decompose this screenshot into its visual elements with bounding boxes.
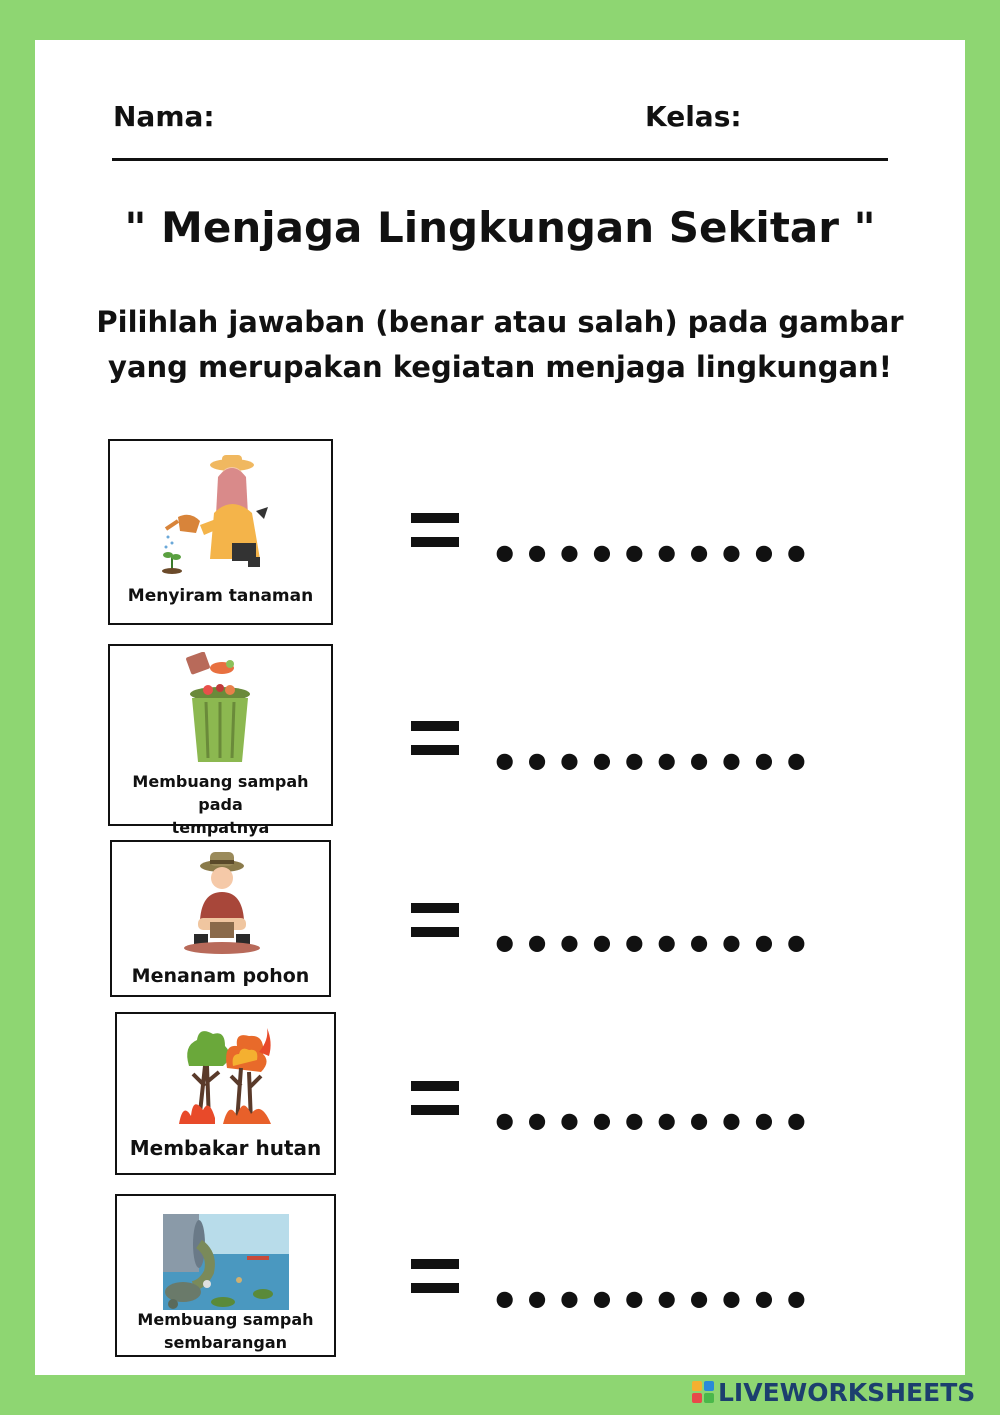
item-caption: Membakar hutan — [129, 1136, 322, 1160]
trash-bin-icon — [180, 652, 260, 766]
liveworksheets-logo — [692, 1376, 975, 1408]
item-caption-line-2: sembarangan — [163, 1333, 287, 1352]
answer-blank[interactable]: •••••••••• — [490, 736, 815, 790]
item-card-pollution — [115, 1194, 336, 1357]
equals-sign — [411, 1259, 459, 1293]
instruction-line-2: yang merupakan kegiatan menjaga lingkungan! — [108, 350, 892, 384]
name-label: Nama: — [113, 100, 215, 133]
equals-sign — [411, 513, 459, 547]
answer-blank[interactable]: •••••••••• — [490, 1096, 815, 1150]
page-title: " Menjaga Lingkungan Sekitar " — [124, 203, 876, 252]
item-card-forest-fire — [115, 1012, 336, 1175]
equals-sign — [411, 721, 459, 755]
liveworksheets-logo-icon — [692, 1381, 714, 1403]
class-label: Kelas: — [645, 100, 742, 133]
item-caption-line-2: tempatnya — [171, 818, 270, 837]
equals-sign — [411, 1081, 459, 1115]
instruction-line-1: Pilihlah jawaban (benar atau salah) pada gambar — [96, 305, 904, 339]
answer-blank[interactable]: •••••••••• — [490, 918, 815, 972]
item-caption-line-1: Membuang sampah pada — [132, 772, 309, 814]
answer-blank[interactable]: •••••••••• — [490, 1274, 815, 1328]
brand-text: LIVEWORKSHEETS — [718, 1377, 976, 1407]
forest-fire-icon — [179, 1026, 273, 1124]
item-card-trash — [108, 644, 333, 837]
item-card-watering — [108, 439, 333, 625]
watering-plant-icon — [160, 455, 280, 579]
polluted-water-icon — [163, 1214, 289, 1310]
item-caption-line-1: Membuang sampah — [137, 1310, 314, 1329]
planting-tree-icon — [184, 850, 262, 954]
item-caption: Menyiram tanaman — [127, 586, 314, 606]
item-caption: Menanam pohon — [131, 965, 310, 987]
equals-sign — [411, 903, 459, 937]
item-card-planting — [110, 840, 331, 997]
header-rule — [112, 158, 888, 161]
answer-blank[interactable]: •••••••••• — [490, 528, 815, 582]
instruction — [0, 300, 1000, 390]
